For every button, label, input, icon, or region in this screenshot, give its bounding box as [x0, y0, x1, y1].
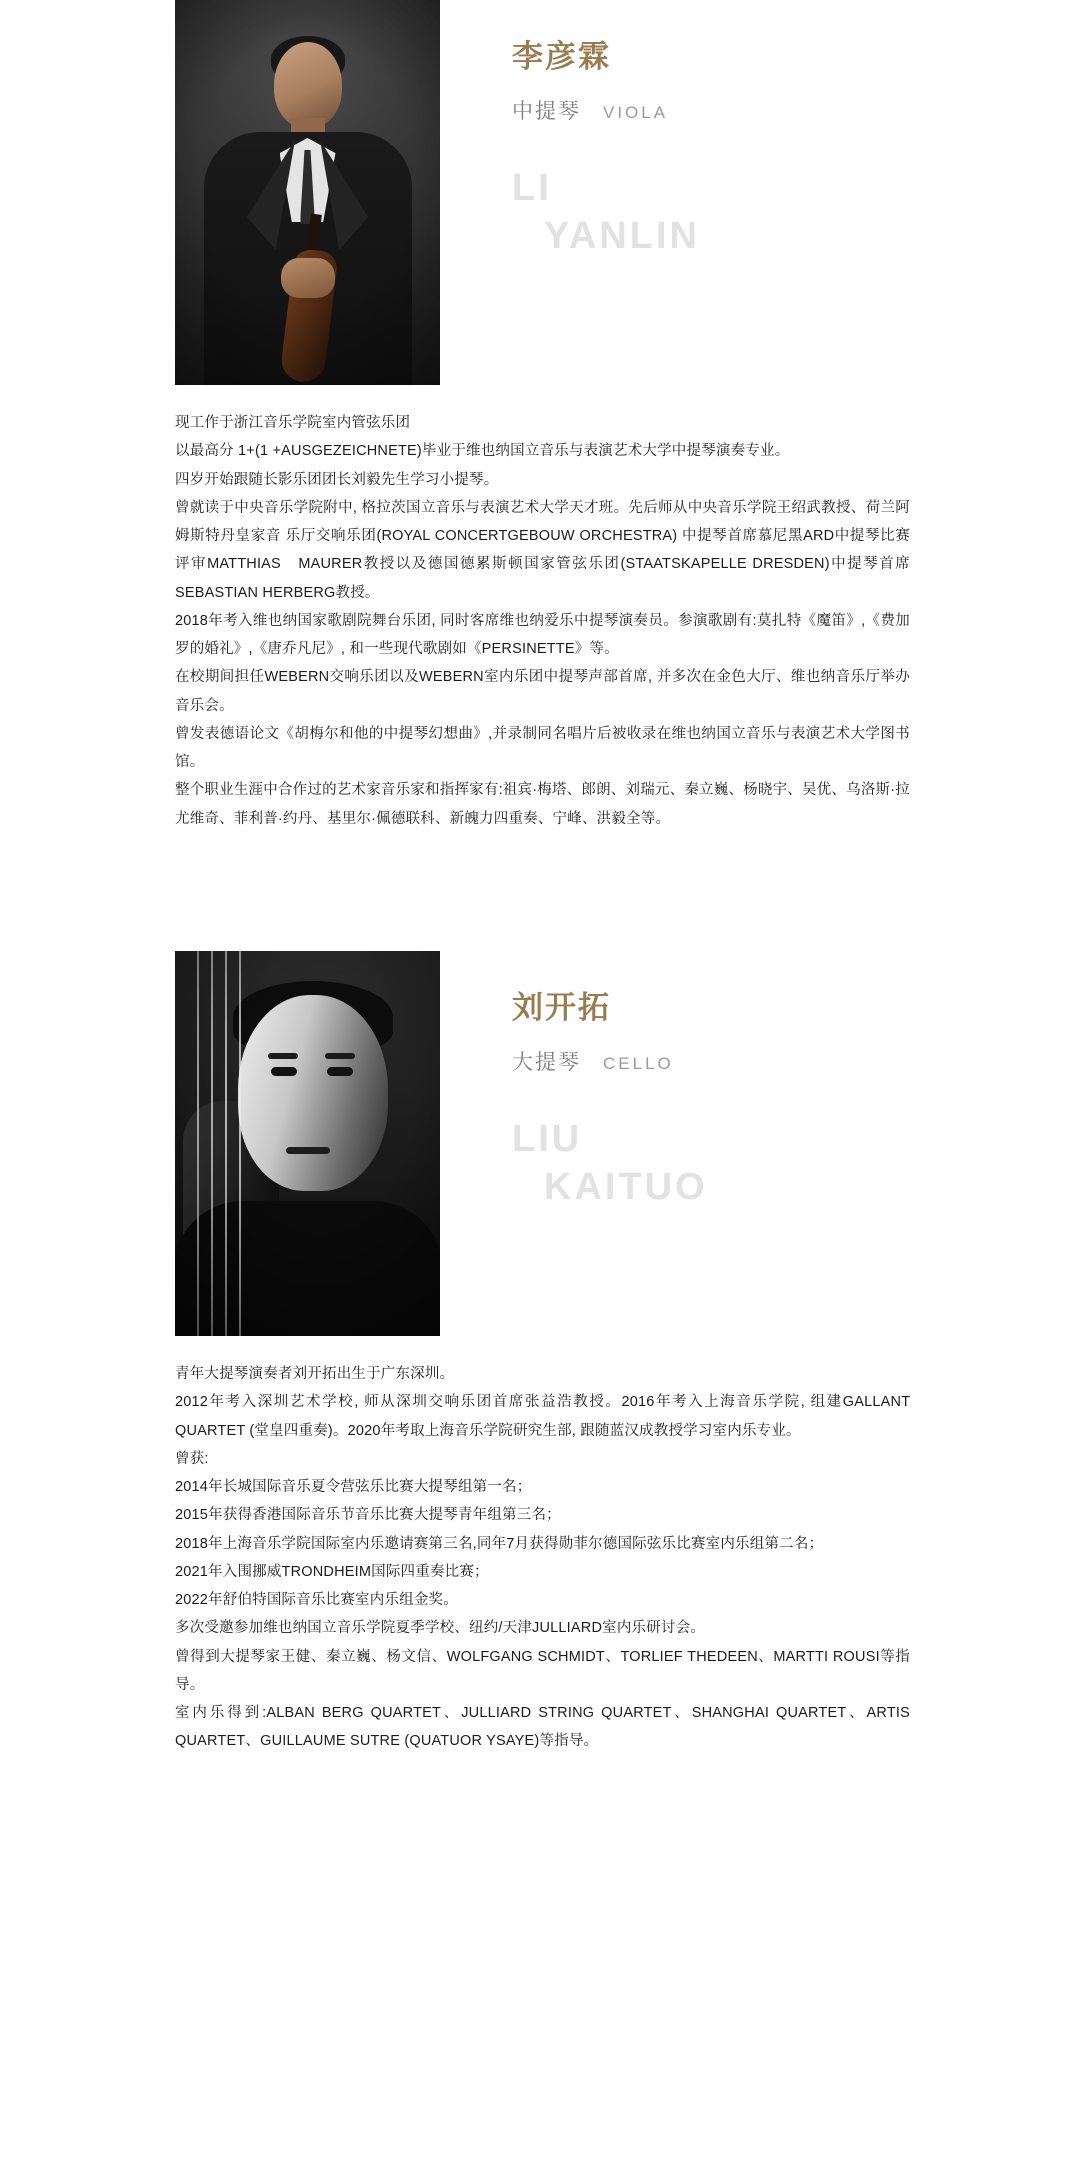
musician-surname-en: LI [512, 167, 552, 210]
musician-givenname-en: KAITUO [544, 1165, 708, 1208]
bio-line: 在校期间担任WEBERN交响乐团以及WEBERN室内乐团中提琴声部首席, 并多次在金色大厅、维也纳音乐厅举办音乐会。 [175, 669, 910, 714]
portrait-vignette [175, 951, 440, 1336]
bio-line: 2021年入围挪威TRONDHEIM国际四重奏比赛； [175, 1563, 489, 1580]
profile-identity [440, 0, 910, 260]
biography-text [175, 409, 910, 833]
musician-name-cn: 李彦霖 [512, 39, 611, 74]
profile-header [175, 0, 910, 385]
instrument-line [512, 1046, 910, 1076]
portrait-vignette [175, 0, 440, 385]
musician-givenname-en: YANLIN [544, 214, 700, 257]
bio-line: 2015年获得香港国际音乐节音乐比赛大提琴青年组第三名； [175, 1507, 561, 1524]
bio-line: 多次受邀参加维也纳国立音乐学院夏季学校、纽约/天津JULLIARD室内乐研讨会。 [175, 1620, 706, 1637]
biography-text [175, 1360, 925, 1756]
musician-profile [175, 0, 910, 833]
musician-name-en [512, 1116, 910, 1211]
bio-line: 曾得到大提琴家王健、秦立巍、杨文信、WOLFGANG SCHMIDT、TORLIEF THEDEEN、MARTTI ROUSI等指导。 [175, 1648, 910, 1693]
bio-line: 曾就读于中央音乐学院附中, 格拉茨国立音乐与表演艺术大学天才班。先后师从中央音乐学院王绍武教授、荷兰阿姆斯特丹皇家音 乐厅交响乐团(ROYAL CONCERTGEBOUW ORCHESTRA) 中提琴首席慕尼黑ARD中提琴比赛评审MATTHIAS MAURER教授以及德国德累斯顿国家管弦乐团(STAATSKAPELLE DRESDEN)中提琴首席SEBASTIAN HERBERG教授。 [175, 499, 910, 601]
bio-line: 2018年考入维也纳国家歌剧院舞台乐团, 同时客席维也纳爱乐中提琴演奏员。参演歌剧有:莫扎特《魔笛》,《费加罗的婚礼》,《唐乔凡尼》, 和一些现代歌剧如《PERSINETTE》等。 [175, 612, 910, 658]
instrument-name-en: VIOLA [603, 103, 669, 123]
musician-name-en [512, 165, 910, 260]
instrument-line [512, 95, 910, 125]
bio-line: 2018年上海音乐学院国际室内乐邀请赛第三名,同年7月获得勋菲尔德国际弦乐比赛室内乐组第二名； [175, 1535, 824, 1552]
instrument-name-en: CELLO [603, 1054, 674, 1074]
portrait-photo-cello [175, 951, 440, 1336]
bio-line: 现工作于浙江音乐学院室内管弦乐团 [175, 415, 411, 431]
musician-name-cn: 刘开拓 [512, 989, 611, 1025]
bio-line: 曾获: [175, 1450, 209, 1467]
page-bottom-space [175, 1756, 910, 1916]
bio-line: 2022年舒伯特国际音乐比赛室内乐组金奖。 [175, 1592, 458, 1609]
bio-line: 曾发表德语论文《胡梅尔和他的中提琴幻想曲》,并录制同名唱片后被收录在维也纳国立音乐与表演艺术大学图书馆。 [175, 725, 910, 771]
section-divider-space [175, 833, 910, 951]
musician-surname-en: LIU [512, 1118, 583, 1161]
bio-line: 2014年长城国际音乐夏令营弦乐比赛大提琴组第一名； [175, 1479, 532, 1496]
bio-line: 室内乐得到:ALBAN BERG QUARTET、JULLIARD STRING QUARTET、SHANGHAI QUARTET、ARTIS QUARTET、GUILLAUME SUTRE (QUATUOR YSAYE)等指导。 [175, 1705, 910, 1750]
bio-line: 以最高分 1+(1 +AUSGEZEICHNETE)毕业于维也纳国立音乐与表演艺术大学中提琴演奏专业。 [175, 443, 790, 460]
bio-line: 青年大提琴演奏者刘开拓出生于广东深圳。 [175, 1365, 455, 1382]
portrait-photo-viola [175, 0, 440, 385]
bio-line: 整个职业生涯中合作过的艺术家音乐家和指挥家有:祖宾·梅塔、郎朗、刘瑞元、秦立巍、杨晓宇、吴优、乌洛斯·拉尤维奇、菲利普·约丹、基里尔·佩德联科、新魄力四重奏、宁峰、洪毅全等。 [175, 782, 910, 827]
profile-identity [440, 951, 910, 1211]
bio-line: 2012年考入深圳艺术学校, 师从深圳交响乐团首席张益浩教授。2016年考入上海音乐学院, 组建GALLANT QUARTET (堂皇四重奏)。2020年考取上海音乐学院研究生部, 跟随蓝汉成教授学习室内乐专业。 [175, 1394, 925, 1439]
instrument-name-cn: 中提琴 [512, 100, 581, 124]
bio-line: 四岁开始跟随长影乐团团长刘毅先生学习小提琴。 [175, 471, 499, 488]
profile-header [175, 951, 910, 1336]
instrument-name-cn: 大提琴 [512, 1051, 581, 1075]
musician-profile [175, 951, 925, 1756]
